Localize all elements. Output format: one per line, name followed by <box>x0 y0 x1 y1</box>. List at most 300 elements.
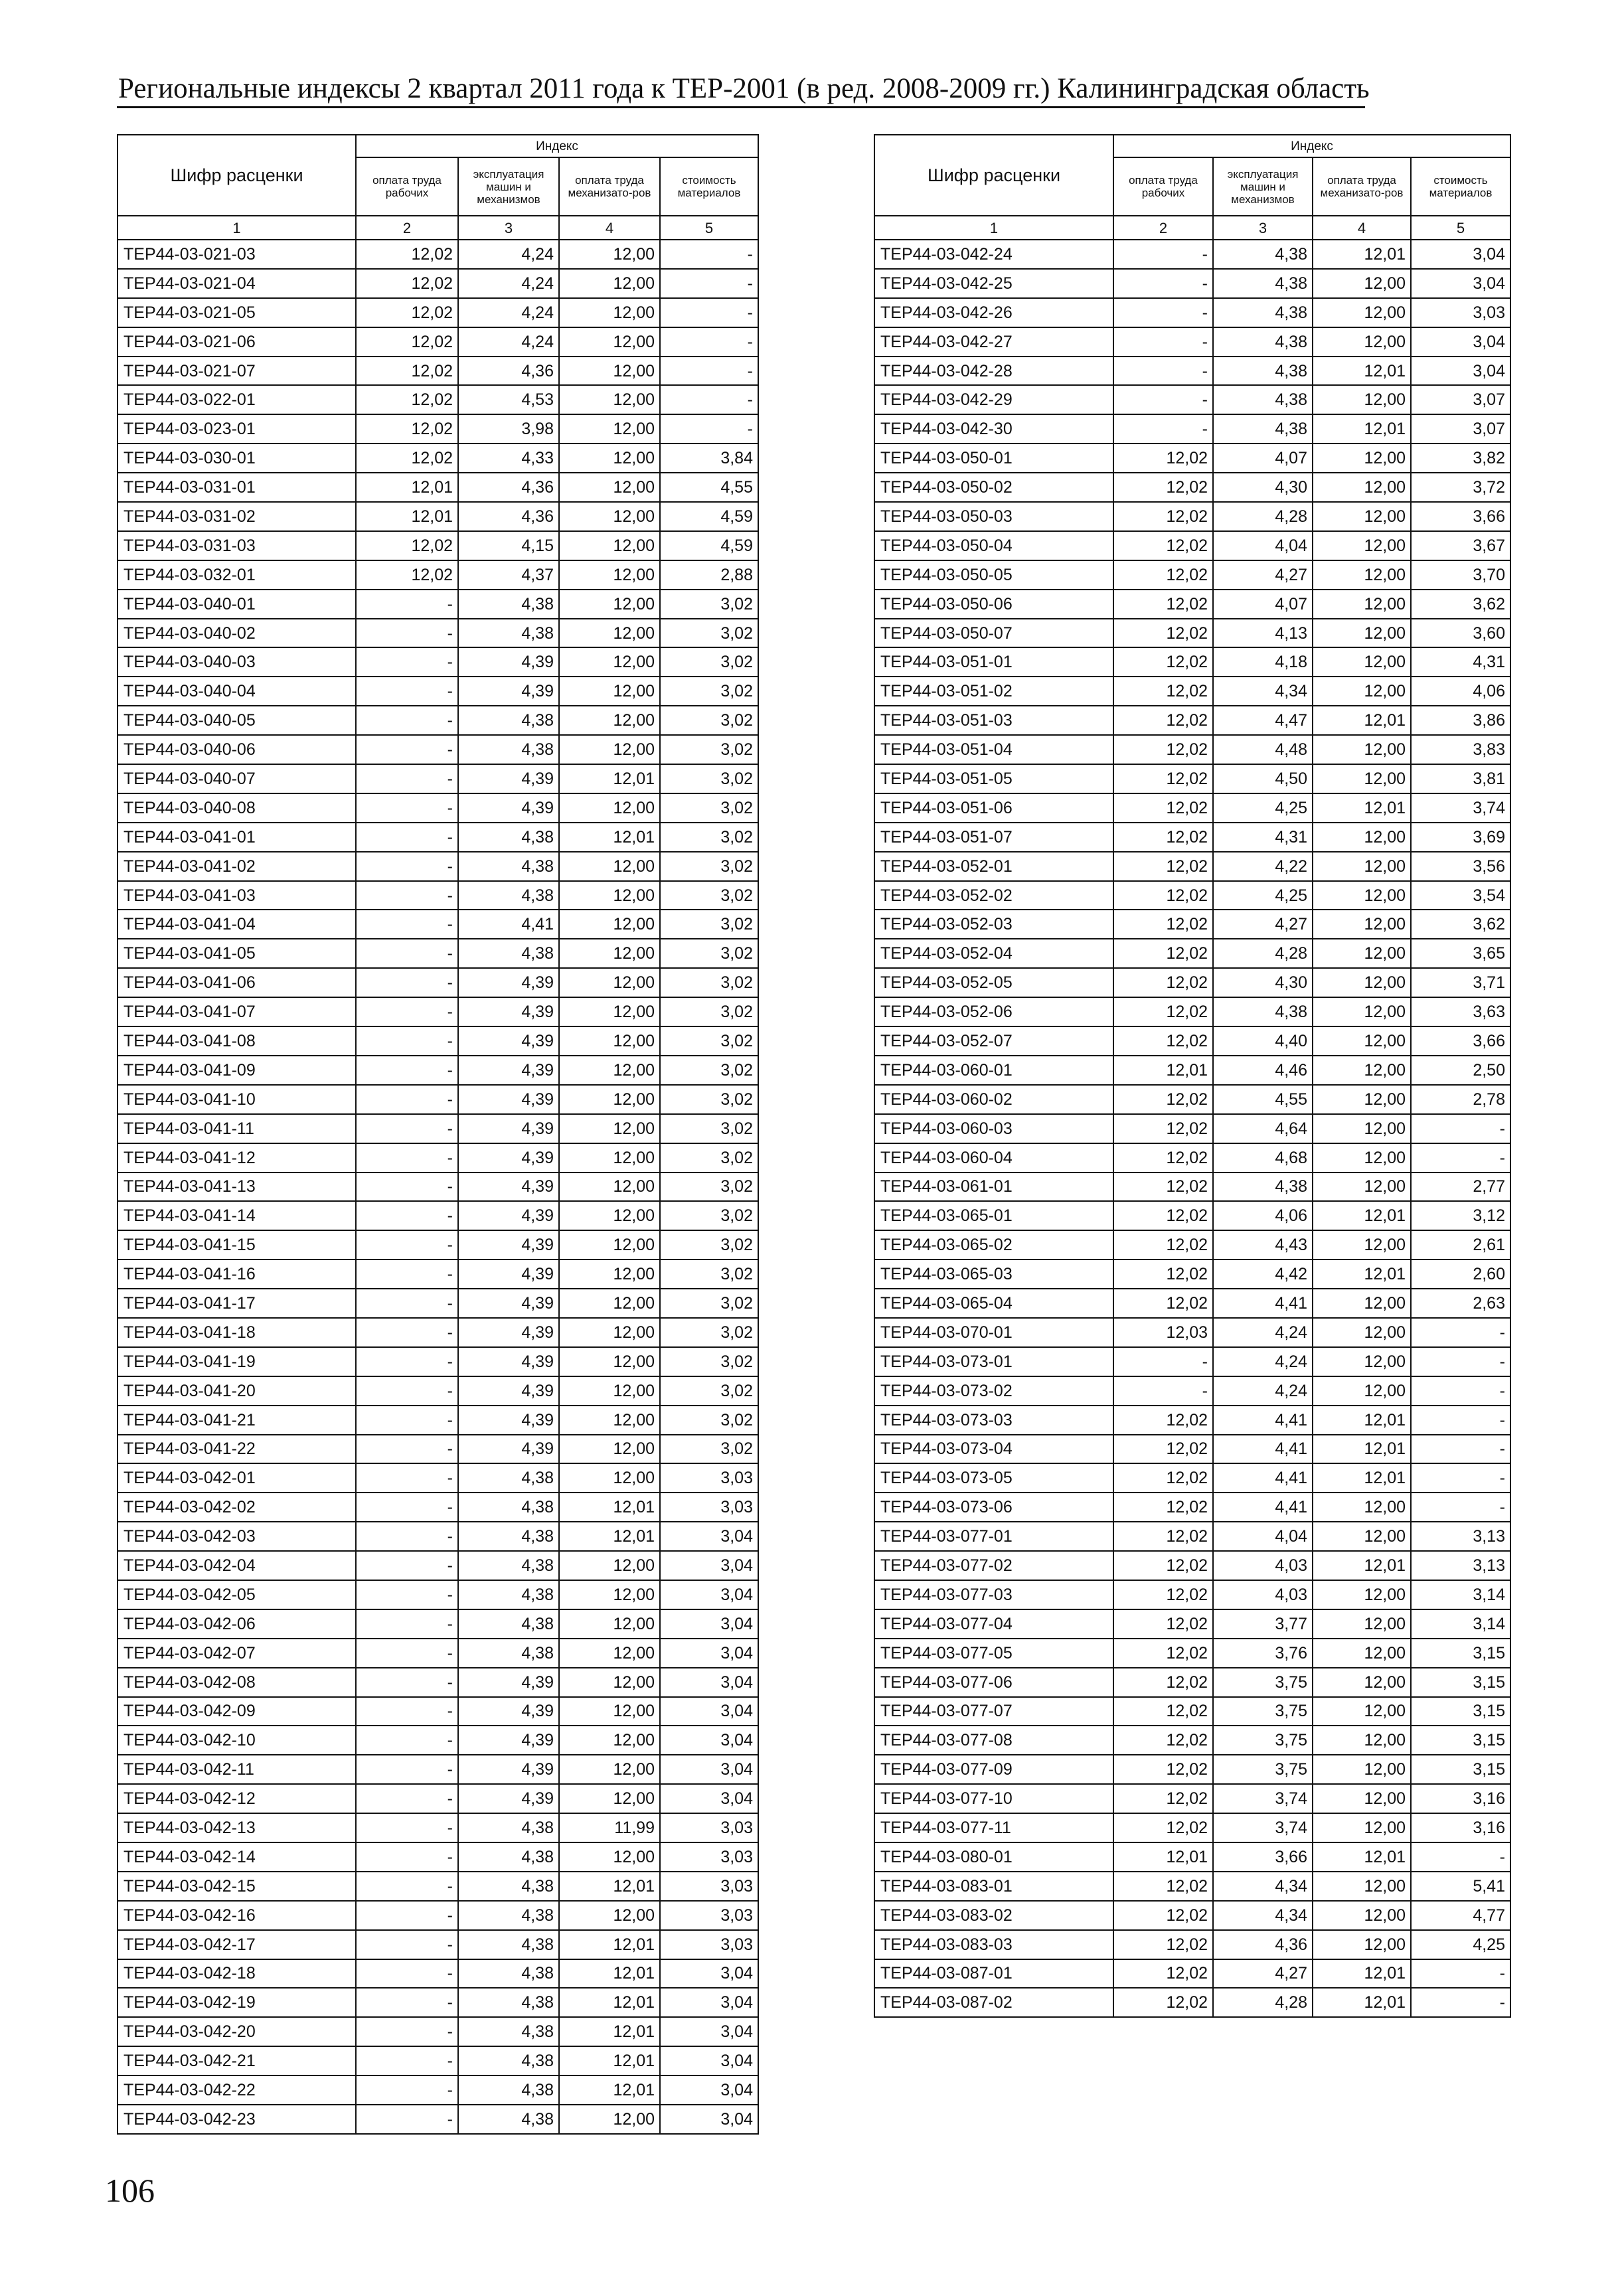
table-row <box>874 1114 1510 1143</box>
table-row <box>118 1435 758 1464</box>
table-row <box>118 1842 758 1872</box>
machines-index-cell: 3,98 <box>458 414 559 444</box>
labor-index-cell: - <box>356 1726 458 1755</box>
materials-index-cell: 3,71 <box>1411 968 1510 997</box>
labor-index-cell: - <box>356 1639 458 1668</box>
materials-index-cell: 3,02 <box>660 1173 758 1202</box>
labor-index-cell: 12,02 <box>1113 881 1213 910</box>
machines-index-cell: 4,34 <box>1213 677 1313 706</box>
machines-index-cell: 4,07 <box>1213 590 1313 619</box>
machines-index-cell: 4,38 <box>458 852 559 881</box>
header-machines: эксплуатация машин и механизмов <box>1213 157 1313 216</box>
materials-index-cell: 3,02 <box>660 1143 758 1173</box>
header-index: Индекс <box>1113 135 1510 157</box>
materials-index-cell: 3,02 <box>660 881 758 910</box>
machines-index-cell: 4,38 <box>458 1872 559 1901</box>
machines-index-cell: 4,25 <box>1213 793 1313 823</box>
machines-index-cell: 3,76 <box>1213 1639 1313 1668</box>
operators-index-cell: 12,00 <box>559 997 660 1026</box>
operators-index-cell: 11,99 <box>559 1813 660 1842</box>
machines-index-cell: 4,39 <box>458 1056 559 1085</box>
materials-index-cell: 3,02 <box>660 590 758 619</box>
labor-index-cell: 12,02 <box>1113 1901 1213 1930</box>
machines-index-cell: 3,75 <box>1213 1697 1313 1726</box>
materials-index-cell: 3,54 <box>1411 881 1510 910</box>
materials-index-cell: 3,13 <box>1411 1551 1510 1580</box>
machines-index-cell: 4,24 <box>1213 1347 1313 1376</box>
materials-index-cell: 3,03 <box>660 1463 758 1493</box>
machines-index-cell: 4,39 <box>458 764 559 793</box>
operators-index-cell: 12,00 <box>559 1201 660 1230</box>
machines-index-cell: 4,41 <box>1213 1493 1313 1522</box>
table-row <box>874 764 1510 793</box>
rate-code-cell: ТЕР44-03-083-01 <box>874 1872 1113 1901</box>
operators-index-cell: 12,00 <box>1313 881 1411 910</box>
materials-index-cell: 3,03 <box>660 1872 758 1901</box>
rate-code-cell: ТЕР44-03-042-23 <box>118 2105 356 2134</box>
operators-index-cell: 12,00 <box>559 1639 660 1668</box>
machines-index-cell: 4,15 <box>458 531 559 560</box>
rate-code-cell: ТЕР44-03-041-07 <box>118 997 356 1026</box>
table-row <box>874 531 1510 560</box>
table-row <box>118 590 758 619</box>
machines-index-cell: 4,38 <box>1213 240 1313 269</box>
rate-code-cell: ТЕР44-03-087-02 <box>874 1988 1113 2017</box>
operators-index-cell: 12,00 <box>1313 1639 1411 1668</box>
rate-code-cell: ТЕР44-03-040-03 <box>118 647 356 677</box>
rate-code-cell: ТЕР44-03-073-04 <box>874 1435 1113 1464</box>
machines-index-cell: 4,41 <box>1213 1406 1313 1435</box>
materials-index-cell: 4,77 <box>1411 1901 1510 1930</box>
machines-index-cell: 4,39 <box>458 1085 559 1114</box>
operators-index-cell: 12,00 <box>559 881 660 910</box>
operators-index-cell: 12,00 <box>559 1114 660 1143</box>
machines-index-cell: 4,41 <box>1213 1463 1313 1493</box>
machines-index-cell: 4,38 <box>458 1463 559 1493</box>
labor-index-cell: - <box>356 1668 458 1697</box>
rate-code-cell: ТЕР44-03-031-02 <box>118 502 356 531</box>
table-row <box>874 590 1510 619</box>
rate-code-cell: ТЕР44-03-073-05 <box>874 1463 1113 1493</box>
machines-index-cell: 4,38 <box>458 939 559 968</box>
materials-index-cell: 3,04 <box>660 1639 758 1668</box>
machines-index-cell: 4,36 <box>458 502 559 531</box>
operators-index-cell: 12,01 <box>1313 1551 1411 1580</box>
machines-index-cell: 4,38 <box>458 1580 559 1609</box>
machines-index-cell: 4,36 <box>1213 1930 1313 1959</box>
operators-index-cell: 12,00 <box>559 1289 660 1318</box>
operators-index-cell: 12,00 <box>1313 823 1411 852</box>
operators-index-cell: 12,00 <box>559 1755 660 1784</box>
labor-index-cell: - <box>356 1376 458 1406</box>
labor-index-cell: 12,02 <box>1113 1551 1213 1580</box>
machines-index-cell: 4,03 <box>1213 1580 1313 1609</box>
machines-index-cell: 4,39 <box>458 1376 559 1406</box>
labor-index-cell: 12,02 <box>1113 1726 1213 1755</box>
materials-index-cell: - <box>1411 1347 1510 1376</box>
labor-index-cell: 12,01 <box>356 502 458 531</box>
table-row <box>118 706 758 735</box>
rate-code-cell: ТЕР44-03-041-02 <box>118 852 356 881</box>
rate-code-cell: ТЕР44-03-022-01 <box>118 385 356 414</box>
materials-index-cell: 3,04 <box>1411 240 1510 269</box>
machines-index-cell: 4,34 <box>1213 1872 1313 1901</box>
materials-index-cell: 3,02 <box>660 997 758 1026</box>
operators-index-cell: 12,00 <box>559 1580 660 1609</box>
labor-index-cell: 12,02 <box>1113 735 1213 764</box>
header-operators: оплата труда механизато-ров <box>559 157 660 216</box>
operators-index-cell: 12,00 <box>559 1173 660 1202</box>
labor-index-cell: 12,02 <box>1113 560 1213 590</box>
rate-code-cell: ТЕР44-03-077-04 <box>874 1609 1113 1639</box>
materials-index-cell: 3,04 <box>1411 269 1510 298</box>
labor-index-cell: - <box>356 1901 458 1930</box>
table-row <box>118 1609 758 1639</box>
table-row <box>118 2017 758 2046</box>
table-row <box>874 444 1510 473</box>
materials-index-cell: 2,77 <box>1411 1173 1510 1202</box>
table-row <box>118 1988 758 2017</box>
operators-index-cell: 12,00 <box>1313 590 1411 619</box>
table-row <box>118 1784 758 1813</box>
materials-index-cell: 3,15 <box>1411 1639 1510 1668</box>
labor-index-cell: - <box>1113 414 1213 444</box>
machines-index-cell: 4,38 <box>458 1813 559 1842</box>
rate-code-cell: ТЕР44-03-042-21 <box>118 2046 356 2075</box>
machines-index-cell: 3,75 <box>1213 1668 1313 1697</box>
rate-code-cell: ТЕР44-03-077-10 <box>874 1784 1113 1813</box>
operators-index-cell: 12,00 <box>1313 1493 1411 1522</box>
machines-index-cell: 4,39 <box>458 1784 559 1813</box>
rate-code-cell: ТЕР44-03-073-02 <box>874 1376 1113 1406</box>
operators-index-cell: 12,00 <box>1313 677 1411 706</box>
materials-index-cell: 3,03 <box>660 1493 758 1522</box>
rate-code-cell: ТЕР44-03-077-05 <box>874 1639 1113 1668</box>
labor-index-cell: 12,02 <box>356 240 458 269</box>
rate-code-cell: ТЕР44-03-041-10 <box>118 1085 356 1114</box>
materials-index-cell: 3,15 <box>1411 1697 1510 1726</box>
machines-index-cell: 4,38 <box>1213 357 1313 386</box>
rate-code-cell: ТЕР44-03-042-13 <box>118 1813 356 1842</box>
rate-code-cell: ТЕР44-03-077-01 <box>874 1522 1113 1551</box>
rate-code-cell: ТЕР44-03-021-06 <box>118 327 356 357</box>
operators-index-cell: 12,00 <box>559 385 660 414</box>
column-number: 1 <box>874 216 1113 240</box>
operators-index-cell: 12,00 <box>1313 1376 1411 1406</box>
rate-code-cell: ТЕР44-03-042-28 <box>874 357 1113 386</box>
materials-index-cell: 3,66 <box>1411 1026 1510 1056</box>
rate-code-cell: ТЕР44-03-052-04 <box>874 939 1113 968</box>
table-row <box>874 298 1510 327</box>
machines-index-cell: 4,25 <box>1213 881 1313 910</box>
operators-index-cell: 12,00 <box>1313 1726 1411 1755</box>
operators-index-cell: 12,00 <box>1313 735 1411 764</box>
index-table-right <box>874 134 1511 2018</box>
labor-index-cell: - <box>356 1755 458 1784</box>
operators-index-cell: 12,00 <box>1313 1143 1411 1173</box>
table-row <box>118 910 758 939</box>
table-row <box>874 385 1510 414</box>
table-row <box>118 939 758 968</box>
operators-index-cell: 12,00 <box>1313 619 1411 648</box>
materials-index-cell: 3,07 <box>1411 414 1510 444</box>
labor-index-cell: - <box>356 793 458 823</box>
labor-index-cell: 12,02 <box>1113 764 1213 793</box>
operators-index-cell: 12,00 <box>1313 1668 1411 1697</box>
machines-index-cell: 4,39 <box>458 1347 559 1376</box>
machines-index-cell: 4,34 <box>1213 1901 1313 1930</box>
materials-index-cell: - <box>660 414 758 444</box>
header-labor: оплата труда рабочих <box>356 157 458 216</box>
rate-code-cell: ТЕР44-03-042-09 <box>118 1697 356 1726</box>
header-code: Шифр расценки <box>874 135 1113 216</box>
rate-code-cell: ТЕР44-03-042-14 <box>118 1842 356 1872</box>
machines-index-cell: 4,38 <box>1213 997 1313 1026</box>
table-row <box>874 1289 1510 1318</box>
table-row <box>118 1959 758 1989</box>
operators-index-cell: 12,01 <box>559 764 660 793</box>
table-row <box>874 1085 1510 1114</box>
rate-code-cell: ТЕР44-03-061-01 <box>874 1173 1113 1202</box>
materials-index-cell: 3,60 <box>1411 619 1510 648</box>
machines-index-cell: 4,39 <box>458 1173 559 1202</box>
labor-index-cell: - <box>356 823 458 852</box>
table-row <box>874 414 1510 444</box>
rate-code-cell: ТЕР44-03-042-29 <box>874 385 1113 414</box>
machines-index-cell: 4,38 <box>1213 385 1313 414</box>
rate-code-cell: ТЕР44-03-051-01 <box>874 647 1113 677</box>
materials-index-cell: 3,63 <box>1411 997 1510 1026</box>
materials-index-cell: 3,62 <box>1411 590 1510 619</box>
table-row <box>118 2046 758 2075</box>
machines-index-cell: 4,38 <box>458 1959 559 1989</box>
rate-code-cell: ТЕР44-03-040-08 <box>118 793 356 823</box>
operators-index-cell: 12,00 <box>1313 1697 1411 1726</box>
table-row <box>118 677 758 706</box>
materials-index-cell: 3,04 <box>660 1609 758 1639</box>
operators-index-cell: 12,00 <box>559 1726 660 1755</box>
materials-index-cell: - <box>1411 1376 1510 1406</box>
rate-code-cell: ТЕР44-03-041-19 <box>118 1347 356 1376</box>
machines-index-cell: 4,39 <box>458 1435 559 1464</box>
machines-index-cell: 4,38 <box>458 590 559 619</box>
machines-index-cell: 3,74 <box>1213 1784 1313 1813</box>
operators-index-cell: 12,01 <box>1313 1842 1411 1872</box>
labor-index-cell: 12,02 <box>1113 1668 1213 1697</box>
labor-index-cell: - <box>1113 240 1213 269</box>
rate-code-cell: ТЕР44-03-042-30 <box>874 414 1113 444</box>
labor-index-cell: 12,02 <box>1113 1755 1213 1784</box>
machines-index-cell: 4,18 <box>1213 647 1313 677</box>
rate-code-cell: ТЕР44-03-040-05 <box>118 706 356 735</box>
header-labor: оплата труда рабочих <box>1113 157 1213 216</box>
labor-index-cell: - <box>356 1230 458 1259</box>
labor-index-cell: - <box>356 1842 458 1872</box>
rate-code-cell: ТЕР44-03-041-05 <box>118 939 356 968</box>
table-row <box>118 1522 758 1551</box>
labor-index-cell: 12,02 <box>1113 1026 1213 1056</box>
labor-index-cell: 12,02 <box>1113 1230 1213 1259</box>
machines-index-cell: 4,39 <box>458 1114 559 1143</box>
table-row <box>874 1026 1510 1056</box>
rate-code-cell: ТЕР44-03-073-03 <box>874 1406 1113 1435</box>
labor-index-cell: 12,02 <box>1113 1639 1213 1668</box>
labor-index-cell: - <box>1113 298 1213 327</box>
labor-index-cell: 12,02 <box>1113 1493 1213 1522</box>
rate-code-cell: ТЕР44-03-077-06 <box>874 1668 1113 1697</box>
table-row <box>118 1026 758 1056</box>
table-row <box>874 1697 1510 1726</box>
rate-code-cell: ТЕР44-03-042-12 <box>118 1784 356 1813</box>
operators-index-cell: 12,00 <box>559 1463 660 1493</box>
column-number: 2 <box>356 216 458 240</box>
labor-index-cell: 12,02 <box>1113 619 1213 648</box>
rate-code-cell: ТЕР44-03-050-04 <box>874 531 1113 560</box>
operators-index-cell: 12,00 <box>559 1406 660 1435</box>
labor-index-cell: 12,02 <box>1113 1463 1213 1493</box>
operators-index-cell: 12,00 <box>559 910 660 939</box>
labor-index-cell: - <box>356 1463 458 1493</box>
rate-code-cell: ТЕР44-03-041-20 <box>118 1376 356 1406</box>
rate-code-cell: ТЕР44-03-051-02 <box>874 677 1113 706</box>
operators-index-cell: 12,00 <box>1313 1784 1411 1813</box>
table-row <box>118 1085 758 1114</box>
operators-index-cell: 12,00 <box>1313 1522 1411 1551</box>
table-row <box>874 1435 1510 1464</box>
materials-index-cell: 3,02 <box>660 1026 758 1056</box>
labor-index-cell: - <box>356 590 458 619</box>
operators-index-cell: 12,00 <box>1313 502 1411 531</box>
rate-code-cell: ТЕР44-03-041-13 <box>118 1173 356 1202</box>
operators-index-cell: 12,00 <box>559 590 660 619</box>
labor-index-cell: 12,02 <box>356 531 458 560</box>
machines-index-cell: 4,68 <box>1213 1143 1313 1173</box>
operators-index-cell: 12,00 <box>1313 1901 1411 1930</box>
operators-index-cell: 12,00 <box>1313 298 1411 327</box>
rate-code-cell: ТЕР44-03-042-05 <box>118 1580 356 1609</box>
machines-index-cell: 4,27 <box>1213 1959 1313 1989</box>
materials-index-cell: 3,03 <box>660 1842 758 1872</box>
table-row <box>874 327 1510 357</box>
table-row <box>874 823 1510 852</box>
table-row <box>118 1901 758 1930</box>
materials-index-cell: 3,03 <box>1411 298 1510 327</box>
table-row <box>874 1406 1510 1435</box>
operators-index-cell: 12,01 <box>1313 706 1411 735</box>
materials-index-cell: 3,67 <box>1411 531 1510 560</box>
header-machines: эксплуатация машин и механизмов <box>458 157 559 216</box>
rate-code-cell: ТЕР44-03-031-01 <box>118 473 356 502</box>
materials-index-cell: 3,86 <box>1411 706 1510 735</box>
operators-index-cell: 12,00 <box>559 939 660 968</box>
operators-index-cell: 12,00 <box>559 1056 660 1085</box>
machines-index-cell: 4,38 <box>1213 269 1313 298</box>
machines-index-cell: 4,39 <box>458 1668 559 1697</box>
machines-index-cell: 3,75 <box>1213 1726 1313 1755</box>
labor-index-cell: - <box>1113 357 1213 386</box>
materials-index-cell: 3,12 <box>1411 1201 1510 1230</box>
materials-index-cell: - <box>1411 1435 1510 1464</box>
rate-code-cell: ТЕР44-03-042-01 <box>118 1463 356 1493</box>
machines-index-cell: 4,38 <box>458 2075 559 2105</box>
rate-code-cell: ТЕР44-03-052-07 <box>874 1026 1113 1056</box>
materials-index-cell: 2,60 <box>1411 1259 1510 1289</box>
rate-code-cell: ТЕР44-03-021-04 <box>118 269 356 298</box>
machines-index-cell: 3,75 <box>1213 1755 1313 1784</box>
labor-index-cell: 12,02 <box>1113 1988 1213 2017</box>
rate-code-cell: ТЕР44-03-050-01 <box>874 444 1113 473</box>
labor-index-cell: 12,02 <box>1113 1435 1213 1464</box>
machines-index-cell: 4,38 <box>458 1493 559 1522</box>
materials-index-cell: 3,03 <box>660 1813 758 1842</box>
rate-code-cell: ТЕР44-03-077-07 <box>874 1697 1113 1726</box>
materials-index-cell: 3,81 <box>1411 764 1510 793</box>
materials-index-cell: 4,59 <box>660 502 758 531</box>
rate-code-cell: ТЕР44-03-077-03 <box>874 1580 1113 1609</box>
table-row <box>118 1872 758 1901</box>
labor-index-cell: - <box>356 852 458 881</box>
materials-index-cell: 3,02 <box>660 968 758 997</box>
labor-index-cell: - <box>356 968 458 997</box>
column-number: 3 <box>1213 216 1313 240</box>
materials-index-cell: 3,82 <box>1411 444 1510 473</box>
materials-index-cell: 3,02 <box>660 910 758 939</box>
materials-index-cell: 2,61 <box>1411 1230 1510 1259</box>
machines-index-cell: 4,38 <box>1213 327 1313 357</box>
table-row <box>874 473 1510 502</box>
table-row <box>874 793 1510 823</box>
rate-code-cell: ТЕР44-03-087-01 <box>874 1959 1113 1989</box>
table-row <box>874 1609 1510 1639</box>
materials-index-cell: 3,62 <box>1411 910 1510 939</box>
materials-index-cell: 3,04 <box>660 1522 758 1551</box>
operators-index-cell: 12,00 <box>559 1784 660 1813</box>
operators-index-cell: 12,00 <box>559 619 660 648</box>
table-row <box>118 1813 758 1842</box>
machines-index-cell: 4,24 <box>1213 1376 1313 1406</box>
materials-index-cell: 3,04 <box>660 1959 758 1989</box>
materials-index-cell: 3,04 <box>660 1697 758 1726</box>
table-row <box>118 1668 758 1697</box>
labor-index-cell: 12,02 <box>1113 1930 1213 1959</box>
rate-code-cell: ТЕР44-03-041-18 <box>118 1318 356 1347</box>
labor-index-cell: 12,02 <box>1113 1259 1213 1289</box>
materials-index-cell: 3,04 <box>660 1726 758 1755</box>
table-row <box>118 1463 758 1493</box>
table-row <box>874 619 1510 648</box>
materials-index-cell: - <box>660 327 758 357</box>
materials-index-cell: 2,63 <box>1411 1289 1510 1318</box>
machines-index-cell: 3,66 <box>1213 1842 1313 1872</box>
operators-index-cell: 12,00 <box>1313 939 1411 968</box>
table-row <box>874 1347 1510 1376</box>
labor-index-cell: 12,02 <box>356 327 458 357</box>
materials-index-cell: 3,02 <box>660 1406 758 1435</box>
operators-index-cell: 12,00 <box>1313 1114 1411 1143</box>
table-row <box>874 1901 1510 1930</box>
table-row <box>874 1639 1510 1668</box>
rate-code-cell: ТЕР44-03-073-06 <box>874 1493 1113 1522</box>
table-row <box>874 997 1510 1026</box>
table-row <box>118 1318 758 1347</box>
labor-index-cell: - <box>356 1347 458 1376</box>
materials-index-cell: 3,02 <box>660 1056 758 1085</box>
materials-index-cell: 3,72 <box>1411 473 1510 502</box>
machines-index-cell: 4,39 <box>458 1201 559 1230</box>
rate-code-cell: ТЕР44-03-040-07 <box>118 764 356 793</box>
rate-code-cell: ТЕР44-03-050-05 <box>874 560 1113 590</box>
materials-index-cell: 3,83 <box>1411 735 1510 764</box>
